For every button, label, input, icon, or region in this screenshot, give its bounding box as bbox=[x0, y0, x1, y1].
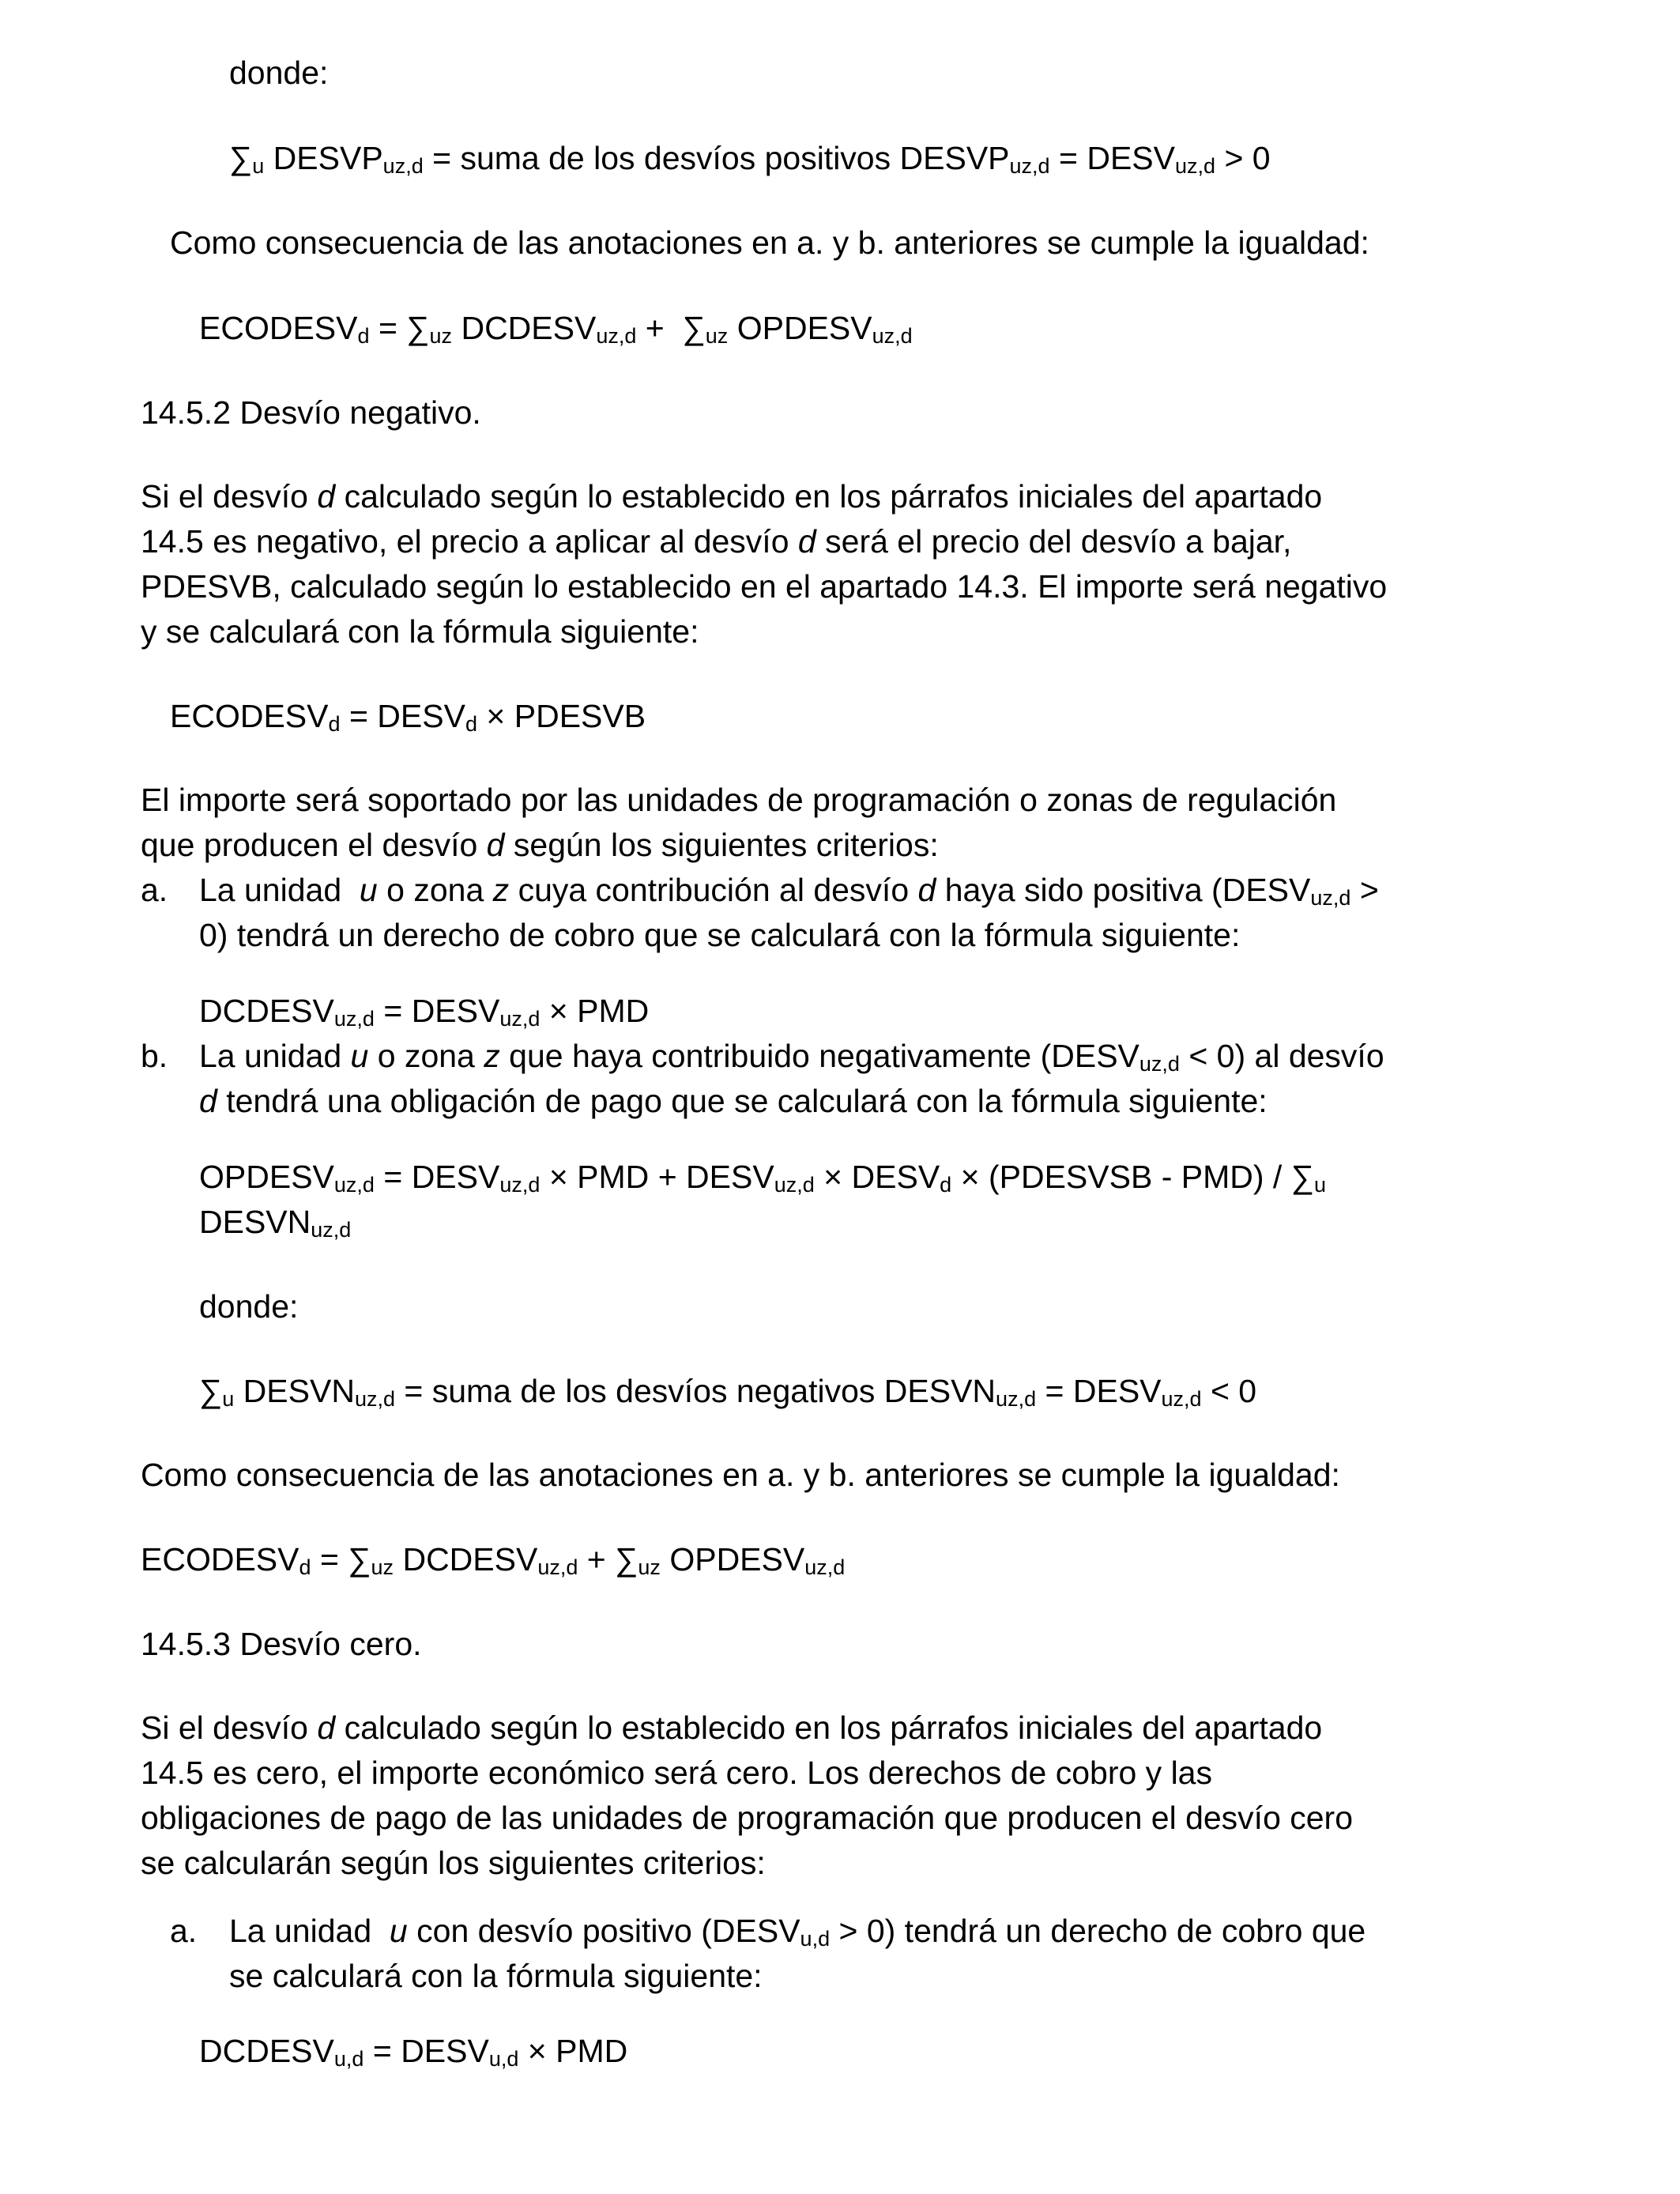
section-heading-1453: 14.5.3 Desvío cero. bbox=[141, 1626, 422, 1662]
formula-ecodesv-negative: $ECODESV_d$ = $DESV_d$ × PDESVB bbox=[170, 698, 646, 736]
list-marker-a-2: a. bbox=[170, 1913, 198, 1949]
para1-line2: 14.5 es negativo, el precio a aplicar al desvío d será el precio del desvío a bajar, bbox=[141, 523, 1292, 560]
consequence-text-1: Como consecuencia de las anotaciones en a. y b. anteriores se cumple la igualdad: bbox=[170, 224, 1369, 261]
para1-line3: PDESVB, calculado según lo establecido en el apartado 14.3. El importe será negativo bbox=[141, 568, 1388, 605]
formula-dcdesv: $DCDESV_{uz,d}$ = $DESV_{uz,d}$ × PMD bbox=[199, 993, 650, 1031]
para3-line3: obligaciones de pago de las unidades de programación que producen el desvío cero bbox=[141, 1800, 1354, 1836]
para3-line4: se calcularán según los siguientes criterios: bbox=[141, 1845, 766, 1881]
formula-sum-desvn: $\sum_u$ $DESVN_{uz,d}$ = suma de los desvíos negativos $DESVN_{uz,d}$ = $DESV_{uz,d} < 0$ bbox=[199, 1373, 1257, 1411]
formula-opdesv-line2: $DESVN_{uz,d}$ bbox=[199, 1204, 352, 1242]
formula-ecodesv-1: $ECODESV_d = \sum_{uz}$ $DCDESV_{uz,d} + \sum_{uz}$ $OPDESV_{uz,d}$ bbox=[199, 310, 913, 348]
formula-opdesv-line1: $OPDESV_{uz,d}$ = $DESV_{uz,d}$ × PMD + $DESV_{uz,d}$ × $DESV_d$ × (PDESVSB - $PMD) / \sum_u$ bbox=[199, 1159, 1326, 1197]
para3-line2: 14.5 es cero, el importe económico será cero. Los derechos de cobro y las bbox=[141, 1755, 1212, 1791]
item-a-line1: La unidad u o zona z cuya contribución al desvío d haya sido positiva ($DESV_{uz,d}$ > bbox=[199, 872, 1379, 910]
para3-line1: Si el desvío d calculado según lo establecido en los párrafos iniciales del apartado bbox=[141, 1710, 1323, 1746]
para2-line1: El importe será soportado por las unidades de programación o zonas de regulación bbox=[141, 782, 1337, 818]
section-heading-1452: 14.5.2 Desvío negativo. bbox=[141, 394, 481, 431]
list-marker-a: a. bbox=[141, 872, 168, 908]
item-b-line1: La unidad u o zona z que haya contribuido negativamente $(DESV_{uz,d} < 0)$ al desvío bbox=[199, 1038, 1384, 1076]
para1-line1: Si el desvío d calculado según lo establecido en los párrafos iniciales del apartado bbox=[141, 478, 1323, 515]
para2-line2: que producen el desvío d según los siguientes criterios: bbox=[141, 827, 939, 863]
item-c-line1: La unidad u con desvío positivo $(DESV_{u,d} > 0)$ tendrá un derecho de cobro que bbox=[229, 1913, 1366, 1951]
para1-line4: y se calculará con la fórmula siguiente: bbox=[141, 613, 699, 650]
formula-dcdesv-ud: $DCDESV_{u,d}$ = $DESV_{u,d}$ × PMD bbox=[199, 2033, 628, 2071]
donde-label: donde: bbox=[229, 55, 329, 91]
item-a-line2: 0) tendrá un derecho de cobro que se calculará con la fórmula siguiente: bbox=[199, 917, 1241, 953]
item-c-line2: se calculará con la fórmula siguiente: bbox=[229, 1958, 763, 1994]
list-marker-b: b. bbox=[141, 1038, 168, 1074]
donde-label-2: donde: bbox=[199, 1288, 299, 1325]
formula-ecodesv-2: $ECODESV_d = \sum_{uz}$ $DCDESV_{uz,d} + \sum_{uz}$ $OPDESV_{uz,d}$ bbox=[141, 1541, 846, 1579]
consequence-text-2: Como consecuencia de las anotaciones en a. y b. anteriores se cumple la igualdad: bbox=[141, 1457, 1340, 1493]
formula-sum-desvp: $\sum_u$ $DESVP_{uz,d}$ = suma de los desvíos positivos $DESVP_{uz,d}$ = $DESV_{uz,d} > 0$ bbox=[229, 140, 1271, 178]
item-b-line2: d tendrá una obligación de pago que se calculará con la fórmula siguiente: bbox=[199, 1083, 1268, 1119]
